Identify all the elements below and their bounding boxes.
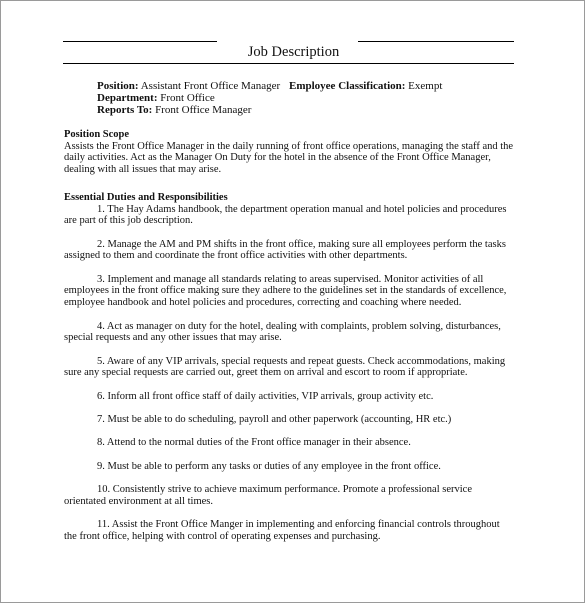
scope-heading: Position Scope (64, 129, 130, 140)
department-label: Department: (97, 92, 158, 104)
classification-value: Exempt (408, 80, 443, 92)
duty-item: 9. Must be able to perform any tasks or duties of any employee in the front office. (97, 460, 441, 472)
duty-item: 7. Must be able to do scheduling, payroll and other paperwork (accounting, HR etc.) (97, 414, 452, 426)
duties-list (64, 204, 514, 543)
duties-heading: Essential Duties and Responsibilities (64, 191, 228, 203)
duty-item: 1. The Hay Adams handbook, the department operation manual and hotel policies and procedures are part of this job description. (64, 203, 507, 227)
position-label: Position: (97, 80, 139, 92)
classification-label: Employee Classification: (289, 80, 406, 92)
title-rule-under (63, 63, 514, 64)
duty-item: 2. Manage the AM and PM shifts in the front office, making sure all employees perform the tasks assigned to them and coordinate the front office activities with other departments. (64, 238, 506, 262)
title-rule-left (63, 41, 217, 42)
duty-item: 3. Implement and manage all standards relating to areas supervised. Monitor activities of all employees in the front office making sure they adhere to the guidelines set in the standards of excellence, employee handbook and hotel policies and procedures, correcting and coaching where needed. (64, 273, 507, 309)
duty-item: 11. Assist the Front Office Manger in implementing and enforcing financial controls throughout the front office, helping with control of operating expenses and purchasing. (64, 519, 500, 543)
position-value: Assistant Front Office Manager (140, 80, 281, 92)
duty-item: 6. Inform all front office staff of daily activities, VIP arrivals, group activity etc. (97, 390, 434, 402)
scope-text: Assists the Front Office Manager in the daily running of front office operations, managing the staff and the daily activities. Act as the Manager On Duty for the hotel in the absence of the Front Office Manager, dealing with all issues that may arise. (64, 140, 514, 176)
document-title: Job Description (247, 44, 340, 60)
department-value: Front Office (160, 92, 215, 104)
reports-row (97, 104, 251, 117)
title-rule-right (358, 41, 514, 42)
duty-item: 5. Aware of any VIP arrivals, special requests and repeat guests. Check accommodations, making sure any special requests are carried out, greet them on arrival and escort to room if appropriate. (64, 355, 506, 379)
classification-row (289, 80, 442, 93)
duty-item: 8. Attend to the normal duties of the Front office manager in their absence. (97, 437, 411, 449)
reports-value: Front Office Manager (155, 104, 252, 116)
duty-item: 10. Consistently strive to achieve maximum performance. Promote a professional service orientated environment at all times. (64, 484, 472, 507)
document-body (64, 129, 514, 554)
duty-item: 4. Act as manager on duty for the hotel, dealing with complaints, problem solving, disturbances, special requests and any other issues that may arise. (64, 320, 501, 344)
reports-label: Reports To: (97, 104, 153, 116)
